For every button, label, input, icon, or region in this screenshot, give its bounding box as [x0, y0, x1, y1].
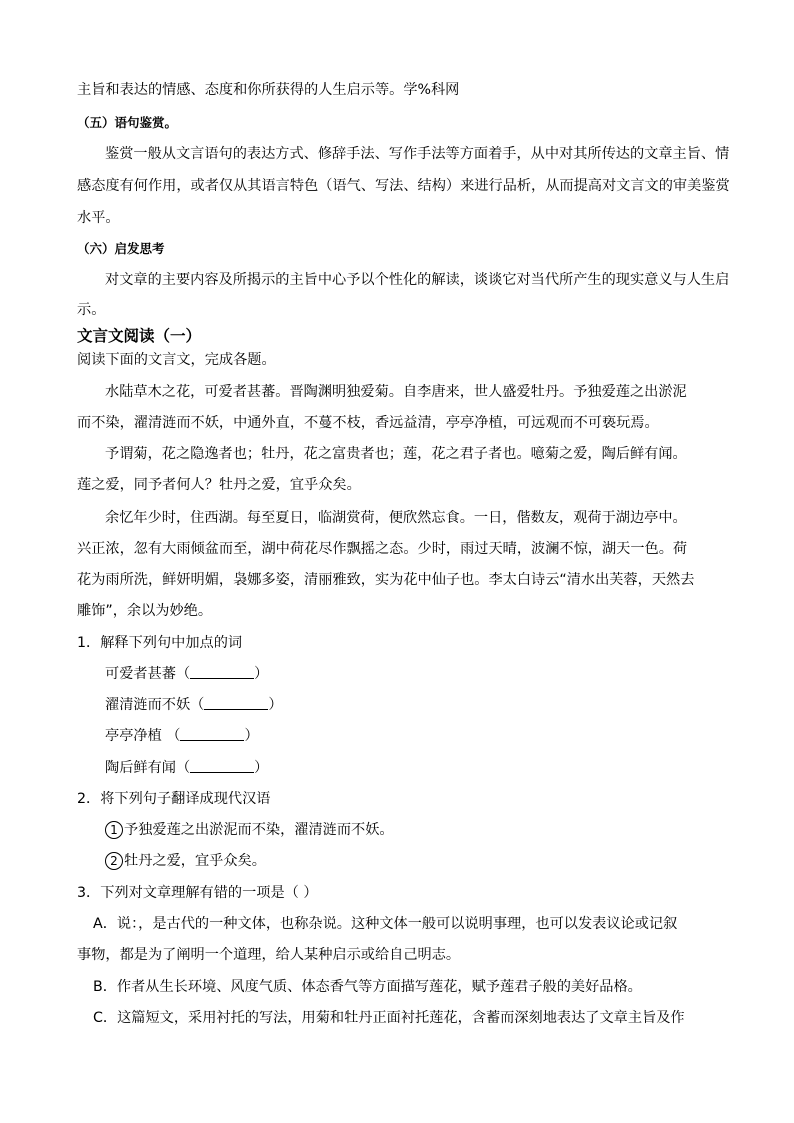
answer-blank[interactable]: [190, 758, 254, 773]
question-1-item: [105, 726, 259, 746]
question-1-item: [105, 758, 268, 778]
close-paren: ）: [244, 728, 259, 744]
passage-p2-line-2: 莲之爱，同予者何人？牡丹之爱，宜乎众矣。: [77, 477, 361, 493]
passage-p3-line-2: 兴正浓，忽有大雨倾盆而至，湖中荷花尽作飘摇之态。少时，雨过天晴，波澜不惊，湖天一色。荷: [77, 541, 688, 557]
option-a-line-1: A．说：，是古代的一种文体，也称杂说。这种文体一般可以说明事理，也可以发表议论或记叙: [93, 916, 678, 932]
item-text: 濯清涟而不妖（: [105, 697, 205, 713]
item-text: 可爱者甚蕃（: [105, 666, 191, 682]
sentence-text: 牡丹之爱，宜乎众矣。: [124, 853, 266, 869]
option-a-line-2: 事物，都是为了阐明一个道理，给人某种启示或给自己明志。: [77, 947, 461, 963]
item-text: 陶后鲜有闻（: [105, 760, 191, 776]
circled-number: 2: [105, 852, 123, 870]
paragraph-6-line-2: 示。: [77, 302, 106, 318]
circled-number: 1: [105, 821, 123, 839]
sentence-text: 予独爱莲之出淤泥而不染，濯清涟而不妖。: [124, 822, 394, 838]
question-1-item: [105, 664, 268, 684]
paragraph-5-line-3: 水平。: [77, 210, 120, 226]
passage-p3-line-4: 雕饰”，余以为妙绝。: [77, 603, 213, 619]
close-paren: ）: [254, 760, 269, 776]
passage-p3-line-1: 余忆年少时，住西湖。每至夏日，临湖赏荷，便欣然忘食。一日，偕数友，观荷于湖边亭中。: [105, 510, 687, 526]
question-2-stem: 2．将下列句子翻译成现代汉语: [77, 791, 271, 807]
passage-p2-line-1: 予谓菊，花之隐逸者也；牡丹，花之富贵者也；莲，花之君子者也。噫菊之爱，陶后鲜有闻。: [105, 446, 687, 462]
paragraph-5-line-2: 感态度有何作用，或者仅从其语言特色（语气、写法、结构）来进行品析，从而提高对文言文的审美鉴赏: [77, 178, 730, 194]
option-c-line-1: C．这篇短文，采用衬托的写法，用菊和牡丹正面衬托莲花，含蓄而深刻地表达了文章主旨及作: [93, 1010, 685, 1026]
question-2-sentence-2: [105, 851, 266, 871]
answer-blank[interactable]: [180, 726, 244, 741]
passage-p1-line-1: 水陆草木之花，可爱者甚蕃。晋陶渊明独爱菊。自李唐来，世人盛爱牡丹。予独爱莲之出淤泥: [105, 384, 687, 400]
question-3-stem: 3．下列对文章理解有错的一项是（ ）: [77, 885, 318, 901]
paragraph-6-line-1: 对文章的主要内容及所揭示的主旨中心予以个性化的解读，谈谈它对当代所产生的现实意义与人生启: [105, 272, 730, 288]
item-text: 亭亭净植 （: [105, 728, 181, 744]
passage-p1-line-2: 而不染，濯清涟而不妖，中通外直，不蔓不枝，香远益清，亭亭净植，可远观而不可亵玩焉。: [77, 415, 659, 431]
paragraph-5-line-1: 鉴赏一般从文言语句的表达方式、修辞手法、写作手法等方面着手，从中对其所传达的文章主旨、情: [105, 146, 730, 162]
passage-p3-line-3: 花为雨所洗，鲜妍明媚，袅娜多姿，清丽雅致，实为花中仙子也。李太白诗云“清水出芙蓉，天然去: [77, 572, 695, 588]
question-1-item: [105, 695, 283, 715]
intro-line-continuation: 主旨和表达的情感、态度和你所获得的人生启示等。学%科网: [77, 82, 460, 98]
option-b: B．作者从生长环境、风度气质、体态香气等方面描写莲花，赋予莲君子般的美好品格。: [93, 979, 642, 995]
section-instruction: 阅读下面的文言文，完成各题。: [77, 352, 276, 368]
heading-sentence-appreciation: （五）语句鉴赏。: [77, 115, 178, 130]
question-2-sentence-1: [105, 820, 394, 840]
close-paren: ）: [254, 666, 269, 682]
answer-blank[interactable]: [190, 664, 254, 679]
section-title: 文言文阅读（一）: [77, 327, 202, 345]
answer-blank[interactable]: [204, 695, 268, 710]
question-1-stem: 1．解释下列句中加点的词: [77, 635, 243, 651]
heading-inspiration: （六）启发思考: [77, 241, 165, 256]
close-paren: ）: [268, 697, 283, 713]
